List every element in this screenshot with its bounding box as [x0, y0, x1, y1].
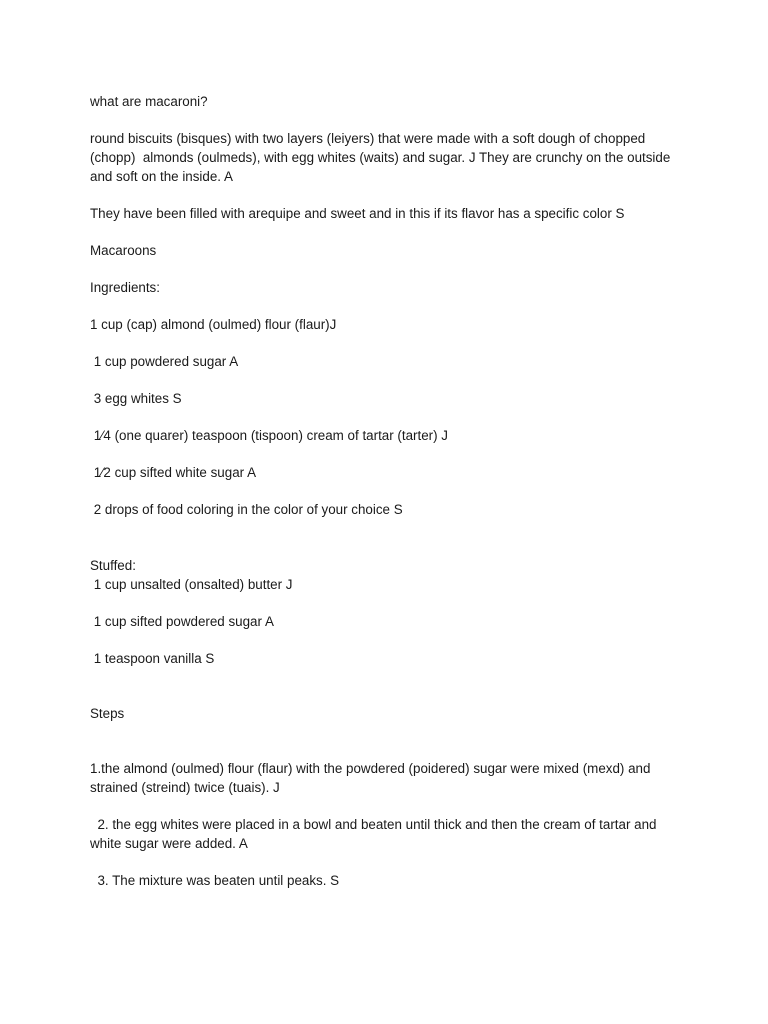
description-paragraph: round biscuits (bisques) with two layers (leiyers) that were made with a soft dough of chopped (chopp) almonds (oulmeds), with egg whites (waits) and sugar. J They are crunchy on the outside and soft on the inside. A — [90, 131, 675, 184]
stuffed-heading: Stuffed: — [90, 558, 136, 573]
document-page — [90, 92, 690, 890]
ingredient-item: 1⁄2 cup sifted white sugar A — [90, 465, 257, 480]
ingredient-item: 2 drops of food coloring in the color of your choice S — [90, 502, 403, 517]
ingredients-heading: Ingredients: — [90, 280, 160, 295]
stuffed-item: 1 teaspoon vanilla S — [90, 651, 215, 666]
ingredient-item: 1⁄4 (one quarer) teaspoon (tispoon) cream of tartar (tarter) J — [90, 428, 449, 443]
step-item: 2. the egg whites were placed in a bowl and beaten until thick and then the cream of tartar and white sugar were added. A — [90, 817, 661, 851]
question-line: what are macaroni? — [90, 94, 208, 109]
ingredient-item: 1 cup powdered sugar A — [90, 354, 239, 369]
recipe-title: Macaroons — [90, 243, 157, 258]
stuffed-item: 1 cup sifted powdered sugar A — [90, 614, 274, 629]
ingredient-item: 1 cup (cap) almond (oulmed) flour (flaur)J — [90, 317, 337, 332]
step-item: 1.the almond (oulmed) flour (flaur) with the powdered (poidered) sugar were mixed (mexd) and strained (streind) twice (tuais). J — [90, 761, 655, 795]
step-item: 3. The mixture was beaten until peaks. S — [90, 873, 340, 888]
steps-heading: Steps — [90, 706, 125, 721]
ingredient-item: 3 egg whites S — [90, 391, 182, 406]
stuffed-item: 1 cup unsalted (onsalted) butter J — [90, 577, 293, 592]
filling-note: They have been filled with arequipe and sweet and in this if its flavor has a specific color S — [90, 206, 625, 221]
